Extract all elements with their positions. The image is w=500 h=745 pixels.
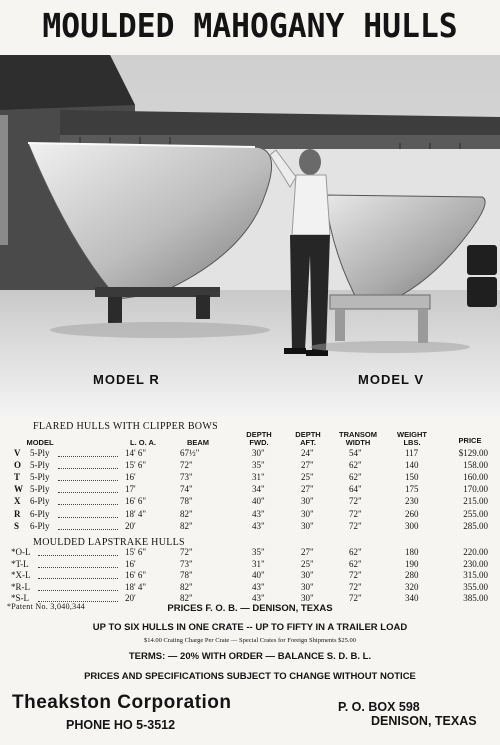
depth-fwd-value: 40" (252, 570, 265, 581)
leader-dots (38, 590, 118, 591)
model-code: *O-L (11, 547, 31, 557)
weight-value: 230 (405, 496, 419, 507)
depth-fwd-value: 43" (252, 593, 265, 604)
depth-aft-value: 30" (301, 570, 314, 581)
depth-fwd-line1: DEPTH (246, 430, 272, 439)
price-value: 230.00 (463, 558, 488, 569)
price-value: 170.00 (463, 484, 488, 495)
photo-illustration (0, 55, 500, 417)
beam-value: 73" (180, 558, 193, 569)
depth-aft-value: 30" (301, 520, 314, 531)
leader-dots (58, 456, 118, 457)
table-row (0, 570, 500, 582)
transom-line2: WIDTH (345, 438, 371, 447)
weight-value: 180 (405, 547, 419, 557)
col-model-header: MODEL (26, 438, 54, 447)
depth-fwd-value: 40" (252, 496, 265, 507)
model-code: V (14, 448, 21, 458)
col-transom-header (331, 431, 385, 447)
depth-fwd-value: 34" (252, 484, 265, 495)
price-value: 385.00 (463, 593, 488, 604)
beam-value: 72" (180, 547, 193, 557)
beam-value: 82" (180, 508, 193, 519)
company-phone: PHONE HO 5-3512 (66, 718, 176, 732)
loa-value: 16' (125, 472, 136, 483)
terms-line: TERMS: — 20% WITH ORDER — BALANCE S. D. B. L. (128, 651, 372, 662)
leader-dots (58, 468, 118, 469)
price-value: 285.00 (463, 520, 488, 531)
weight-value: 175 (405, 484, 419, 495)
loa-value: 15' 6" (125, 547, 147, 557)
col-loa-header: L. O. A. (130, 438, 156, 447)
transom-value: 72" (349, 570, 362, 581)
price-value: 315.00 (463, 570, 488, 581)
depth-aft-value: 30" (301, 508, 314, 519)
leader-dots (58, 504, 118, 505)
model-r-label: MODEL R (93, 372, 160, 387)
table-row (0, 509, 500, 521)
depth-aft-value: 25" (301, 472, 314, 483)
depth-fwd-value: 43" (252, 508, 265, 519)
depth-fwd-value: 31" (252, 558, 265, 569)
beam-value: 78" (180, 496, 193, 507)
transom-value: 72" (349, 496, 362, 507)
loa-value: 16' 6" (125, 496, 147, 507)
section-lapstrake-title: MOULDED LAPSTRAKE HULLS (33, 537, 185, 548)
table-row (0, 448, 500, 460)
depth-fwd-value: 35" (252, 547, 265, 557)
weight-line1: WEIGHT (397, 430, 427, 439)
leader-dots (38, 578, 118, 579)
depth-aft-value: 24" (301, 448, 314, 458)
notice-line: PRICES AND SPECIFICATIONS SUBJECT TO CHANGE WITHOUT NOTICE (84, 671, 416, 682)
weight-value: 117 (405, 448, 419, 458)
col-depth-aft-header (287, 431, 329, 447)
transom-value: 72" (349, 581, 362, 592)
price-value: 158.00 (463, 460, 488, 471)
model-code: S (14, 520, 20, 531)
table-row (0, 547, 500, 559)
weight-value: 150 (405, 472, 419, 483)
col-beam-header: BEAM (186, 438, 210, 447)
crate-line: UP TO SIX HULLS IN ONE CRATE -- UP TO FIFTY IN A TRAILER LOAD (92, 622, 408, 633)
table-row (0, 582, 500, 594)
transom-value: 72" (349, 520, 362, 531)
price-value: 220.00 (463, 547, 488, 557)
model-code: *T-L (11, 558, 29, 569)
crating-charge-line: $14.00 Crating Charge Per Crate — Special Crates for Foreign Shipments $25.00 (144, 637, 356, 644)
loa-value: 14' 6" (125, 448, 147, 458)
weight-value: 340 (405, 593, 419, 604)
depth-fwd-value: 35" (252, 460, 265, 471)
weight-line2: LBS. (403, 438, 421, 447)
weight-value: 140 (405, 460, 419, 471)
depth-aft-value: 30" (301, 496, 314, 507)
price-value: 215.00 (463, 496, 488, 507)
depth-aft-value: 27" (301, 484, 314, 495)
table-row (0, 496, 500, 508)
price-value: 255.00 (463, 508, 488, 519)
ply-spec: 6-Ply (30, 508, 50, 519)
col-depth-fwd-header (238, 431, 280, 447)
loa-value: 20' (125, 520, 136, 531)
table-row (0, 472, 500, 484)
depth-aft-line1: DEPTH (295, 430, 321, 439)
model-code: *R-L (11, 581, 30, 592)
ply-spec: 6-Ply (30, 496, 50, 507)
table-row (0, 559, 500, 571)
leader-dots (38, 567, 118, 568)
leader-dots (58, 480, 118, 481)
transom-value: 62" (349, 558, 362, 569)
company-name: Theakston Corporation (12, 692, 232, 713)
model-code: W (14, 484, 23, 495)
weight-value: 190 (405, 558, 419, 569)
company-city: DENISON, TEXAS (371, 714, 477, 728)
price-value: $129.00 (458, 448, 488, 458)
col-price-header: PRICE (458, 436, 482, 445)
transom-value: 62" (349, 460, 362, 471)
depth-fwd-value: 30" (252, 448, 265, 458)
model-v-label: MODEL V (358, 372, 424, 387)
leader-dots (58, 529, 118, 530)
loa-value: 18' 4" (125, 508, 147, 519)
ply-spec: 6-Ply (30, 520, 50, 531)
ply-spec: 5-Ply (30, 448, 50, 458)
model-code: T (14, 472, 21, 483)
table-row (0, 460, 500, 472)
depth-fwd-value: 43" (252, 520, 265, 531)
leader-dots (58, 492, 118, 493)
weight-value: 300 (405, 520, 419, 531)
loa-value: 15' 6" (125, 460, 147, 471)
transom-line1: TRANSOM (339, 430, 377, 439)
loa-value: 17' (125, 484, 136, 495)
fob-line: PRICES F. O. B. — DENISON, TEXAS (167, 603, 333, 614)
table-row (0, 521, 500, 533)
transom-value: 72" (349, 508, 362, 519)
headline: MOULDED MAHOGANY HULLS (42, 6, 458, 45)
hulls-photograph (0, 55, 500, 417)
loa-value: 20' (125, 593, 136, 604)
patent-note: *Patent No. 3,040,344 (7, 602, 86, 611)
col-weight-header (389, 431, 435, 447)
transom-value: 72" (349, 593, 362, 604)
beam-value: 74" (180, 484, 193, 495)
company-po-box: P. O. BOX 598 (338, 700, 420, 714)
beam-value: 67½" (180, 448, 200, 458)
model-code: R (14, 508, 21, 519)
beam-value: 73" (180, 472, 193, 483)
weight-value: 260 (405, 508, 419, 519)
model-code: *S-L (11, 593, 29, 604)
transom-value: 62" (349, 472, 362, 483)
beam-value: 82" (180, 593, 193, 604)
weight-value: 320 (405, 581, 419, 592)
depth-aft-value: 25" (301, 558, 314, 569)
loa-value: 18' 4" (125, 581, 147, 592)
beam-value: 82" (180, 520, 193, 531)
transom-value: 54" (349, 448, 362, 458)
depth-fwd-line2: FWD. (249, 438, 269, 447)
beam-value: 78" (180, 570, 193, 581)
leader-dots (38, 555, 118, 556)
model-code: X (14, 496, 21, 507)
weight-value: 280 (405, 570, 419, 581)
ply-spec: 5-Ply (30, 460, 50, 471)
beam-value: 72" (180, 460, 193, 471)
ply-spec: 5-Ply (30, 484, 50, 495)
loa-value: 16' 6" (125, 570, 147, 581)
depth-fwd-value: 31" (252, 472, 265, 483)
depth-aft-value: 30" (301, 593, 314, 604)
depth-aft-value: 27" (301, 547, 314, 557)
depth-aft-value: 30" (301, 581, 314, 592)
ply-spec: 5-Ply (30, 472, 50, 483)
leader-dots (58, 517, 118, 518)
depth-aft-line2: AFT. (300, 438, 316, 447)
depth-fwd-value: 43" (252, 581, 265, 592)
model-code: O (14, 460, 22, 471)
beam-value: 82" (180, 581, 193, 592)
transom-value: 64" (349, 484, 362, 495)
price-value: 160.00 (463, 472, 488, 483)
table-row (0, 484, 500, 496)
transom-value: 62" (349, 547, 362, 557)
loa-value: 16' (125, 558, 136, 569)
price-value: 355.00 (463, 581, 488, 592)
depth-aft-value: 27" (301, 460, 314, 471)
model-code: *X-L (11, 570, 31, 581)
section-flared-title: FLARED HULLS WITH CLIPPER BOWS (33, 421, 218, 432)
